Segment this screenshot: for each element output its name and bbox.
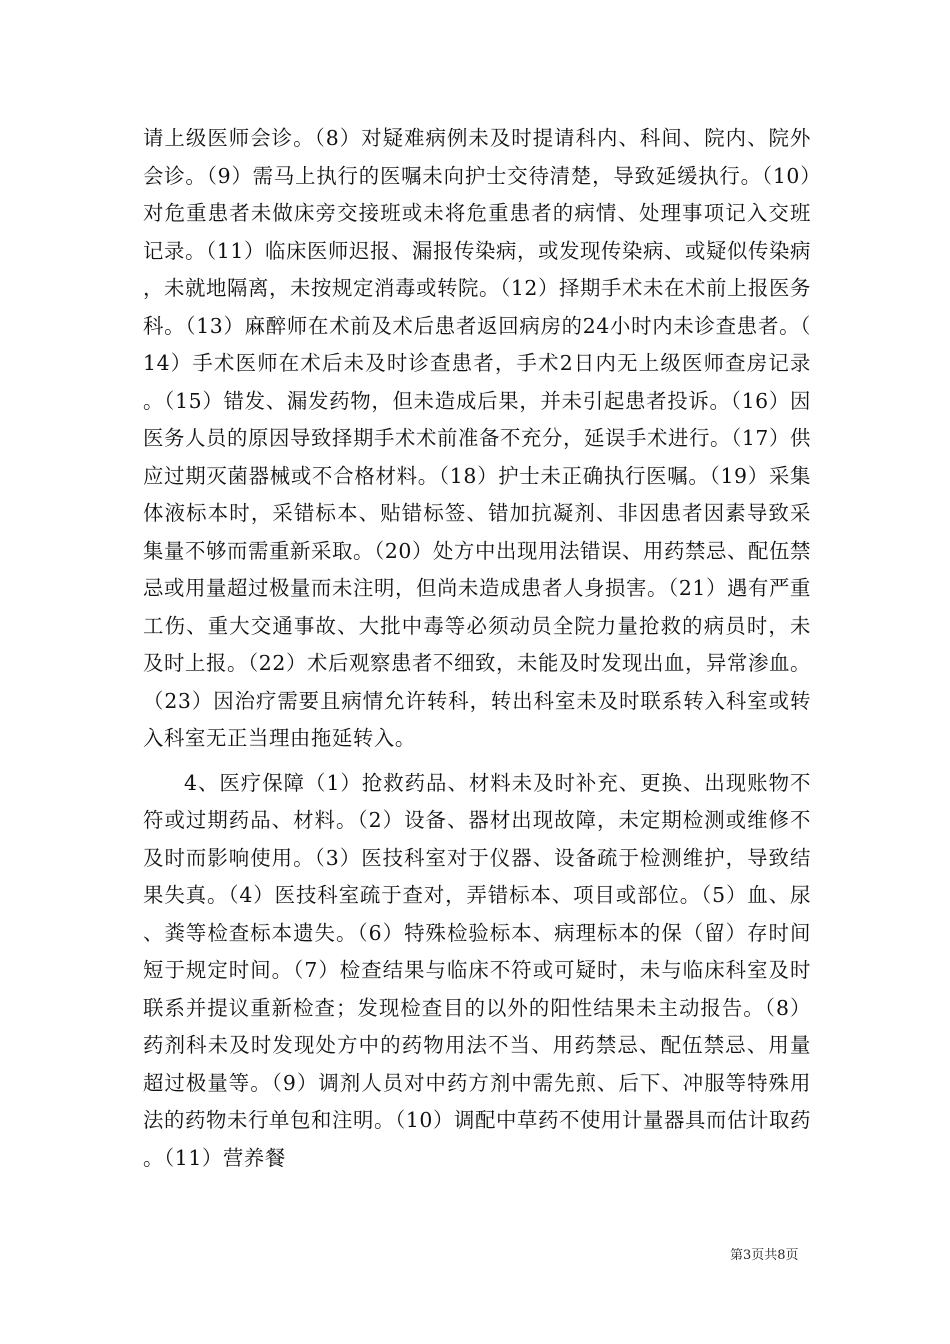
paragraph-continued-items: 请上级医师会诊。（8）对疑难病例未及时提请科内、科间、院内、院外会诊。（9）需马上执行的医嘱未向护士交待清楚，导致延缓执行。（10）对危重患者未做床旁交接班或未将危重患者的病情、处理事项记入交班记录。（11）临床医师迟报、漏报传染病，或发现传染病、或疑似传染病，未就地隔离，未按规定消毒或转院。（12）择期手术未在术前上报医务科。（13）麻醉师在术前及术后患者返回病房的24小时内未诊查患者。（14）手术医师在术后未及时诊查患者，手术2日内无上级医师查房记录。（15）错发、漏发药物，但未造成后果，并未引起患者投诉。（16）因医务人员的原因导致择期手术术前准备不充分，延误手术进行。（17）供应过期灭菌器械或不合格材料。（18）护士未正确执行医嘱。（19）采集体液标本时，采错标本、贴错标签、错加抗凝剂、非因患者因素导致采集量不够而需重新采取。（20）处方中出现用法错误、用药禁忌、配伍禁忌或用量超过极量而未注明，但尚未造成患者人身损害。（21）遇有严重工伤、重大交通事故、大批中毒等必须动员全院力量抢救的病员时，未及时上报。（22）术后观察患者不细致，未能及时发现出血，异常渗血。（23）因治疗需要且病情允许转科，转出科室未及时联系转入科室或转入科室无正当理由拖延转入。 [143, 126, 811, 750]
paragraph-medical-support: 4、医疗保障（1）抢救药品、材料未及时补充、更换、出现账物不符或过期药品、材料。（2）设备、器材出现故障，未定期检测或维修不及时而影响使用。（3）医技科室对于仪器、设备疏于检测维护，导致结果失真。（4）医技科室疏于查对，弄错标本、项目或部位。（5）血、尿、粪等检查标本遗失。（6）特殊检验标本、病理标本的保（留）存时间短于规定时间。（7）检查结果与临床不符或可疑时，未与临床科室及时联系并提议重新检查；发现检查目的以外的阳性结果未主动报告。（8）药剂科未及时发现处方中的药物用法不当、用药禁忌、配伍禁忌、用量超过极量等。（9）调剂人员对中药方剂中需先煎、后下、冲服等特殊用法的药物未行单包和注明。（10）调配中草药不使用计量器具而估计取药。（11）营养餐 [143, 770, 811, 1170]
document-body [143, 120, 811, 1177]
page-number-footer: 第3页共8页 [730, 1248, 799, 1263]
